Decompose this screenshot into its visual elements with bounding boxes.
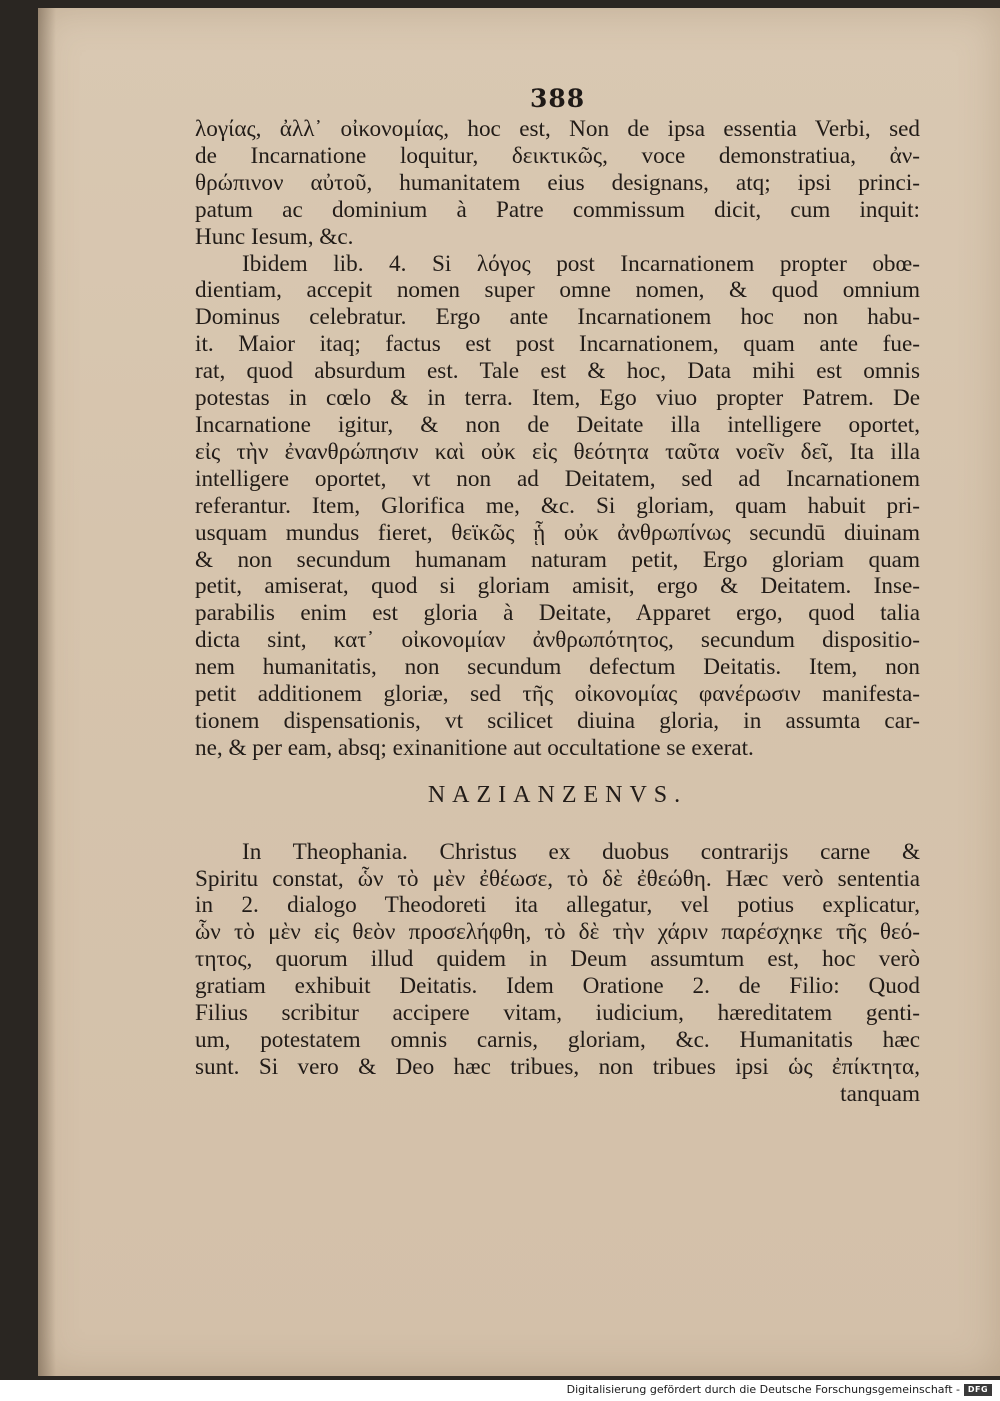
text-line: usquam mundus fieret, θεϊκῶς ᾗ οὐκ ἀνθρωπίνως secundū diuinam xyxy=(195,519,920,546)
text-line: Ibidem lib. 4. Si λόγος post Incarnationem propter obœ- xyxy=(242,250,920,277)
text-line: Hunc Iesum, &c. xyxy=(195,223,354,250)
text-line: gratiam exhibuit Deitatis. Idem Oratione 2. de Filio: Quod xyxy=(195,973,920,1000)
text-line: sunt. Si vero & Deo hæc tribues, non tribues ipsi ὡς ἐπίκτητα, xyxy=(195,1053,920,1080)
text-line: de Incarnatione loquitur, δεικτικῶς, voce demonstratiua, ἀν- xyxy=(195,142,920,169)
text-line: tionem dispensationis, vt scilicet diuina gloria, in assumta car- xyxy=(195,707,920,734)
text-line: θρώπινον αὐτοῦ, humanitatem eius designans, atq; ipsi princi- xyxy=(195,169,920,196)
text-line: parabilis enim est gloria à Deitate, Apparet ergo, quod talia xyxy=(195,600,920,627)
text-line: in 2. dialogo Theodoreti ita allegatur, vel potius explicatur, xyxy=(195,892,920,919)
text-line: um, potestatem omnis carnis, gloriam, &c. Humanitatis hæc xyxy=(195,1027,920,1053)
text-line: dicta sint, κατ᾽ οἰκονομίαν ἀνθρωπότητος, secundum dispositio- xyxy=(195,627,920,654)
text-line: petit, amiserat, quod si gloriam amisit, ergo & Deitatem. Inse- xyxy=(195,573,920,600)
text-line: Dominus celebratur. Ergo ante Incarnationem hoc non habu- xyxy=(195,304,920,331)
section-heading: NAZIANZENVS. xyxy=(427,781,688,808)
text-block xyxy=(195,116,920,1108)
text-line: nem humanitatis, non secundum defectum Deitatis. Item, non xyxy=(195,654,920,681)
text-line: referantur. Item, Glorifica me, &c. Si gloriam, quam habuit pri- xyxy=(195,492,920,519)
text-line: dientiam, accepit nomen super omne nomen, & quod omnium xyxy=(195,277,920,304)
text-line: ὧν τὸ μὲν εἰς θεὸν προσελήφθη, τὸ δὲ τὴν χάριν παρέσχηκε τῆς θεό- xyxy=(195,919,920,946)
text-line: λογίας, ἀλλ᾽ οἰκονομίας, hoc est, Non de ipsa essentia Verbi, sed xyxy=(195,116,920,142)
spine-shadow xyxy=(38,8,56,1376)
text-line: petit additionem gloriæ, sed τῆς οἰκονομίας φανέρωσιν manifesta- xyxy=(195,681,920,708)
text-line: εἰς τὴν ἐνανθρώπησιν καὶ οὐκ εἰς θεότητα ταῦτα νοεῖν δεῖ, Ita illa xyxy=(195,438,920,465)
text-line: intelligere oportet, vt non ad Deitatem, sed ad Incarnationem xyxy=(195,465,920,492)
text-line: & non secundum humanam naturam petit, Ergo gloriam quam xyxy=(195,546,920,573)
text-line: ne, & per eam, absq; exinanitione aut occultatione se exerat. xyxy=(195,734,754,761)
text-line: In Theophania. Christus ex duobus contrarijs carne & xyxy=(242,838,920,865)
dfg-logo: DFG xyxy=(964,1384,992,1396)
text-line: potestas in cœlo & in terra. Item, Ego viuo propter Patrem. De xyxy=(195,385,920,412)
text-line: rat, quod absurdum est. Tale est & hoc, Data mihi est omnis xyxy=(195,358,920,385)
text-line: τητος, quorum illud quidem in Deum assumtum est, hoc verò xyxy=(195,946,920,973)
text-line: Filius scribitur accipere vitam, iudicium, hæreditatem genti- xyxy=(195,1000,920,1027)
text-line: it. Maior itaq; factus est post Incarnationem, quam ante fue- xyxy=(195,331,920,358)
text-line: patum ac dominium à Patre commissum dicit, cum inquit: xyxy=(195,196,920,223)
text-line: Incarnatione igitur, & non de Deitate illa intelligere oportet, xyxy=(195,411,920,438)
page-number: 388 xyxy=(530,84,586,113)
text-line: Spiritu constat, ὧν τὸ μὲν ἐθέωσε, τὸ δὲ ἐθεώθη. Hæc verò sententia xyxy=(195,865,920,892)
funding-credit: Digitalisierung gefördert durch die Deutsche Forschungsgemeinschaft - xyxy=(566,1383,960,1396)
catchword: tanquam xyxy=(840,1080,920,1107)
